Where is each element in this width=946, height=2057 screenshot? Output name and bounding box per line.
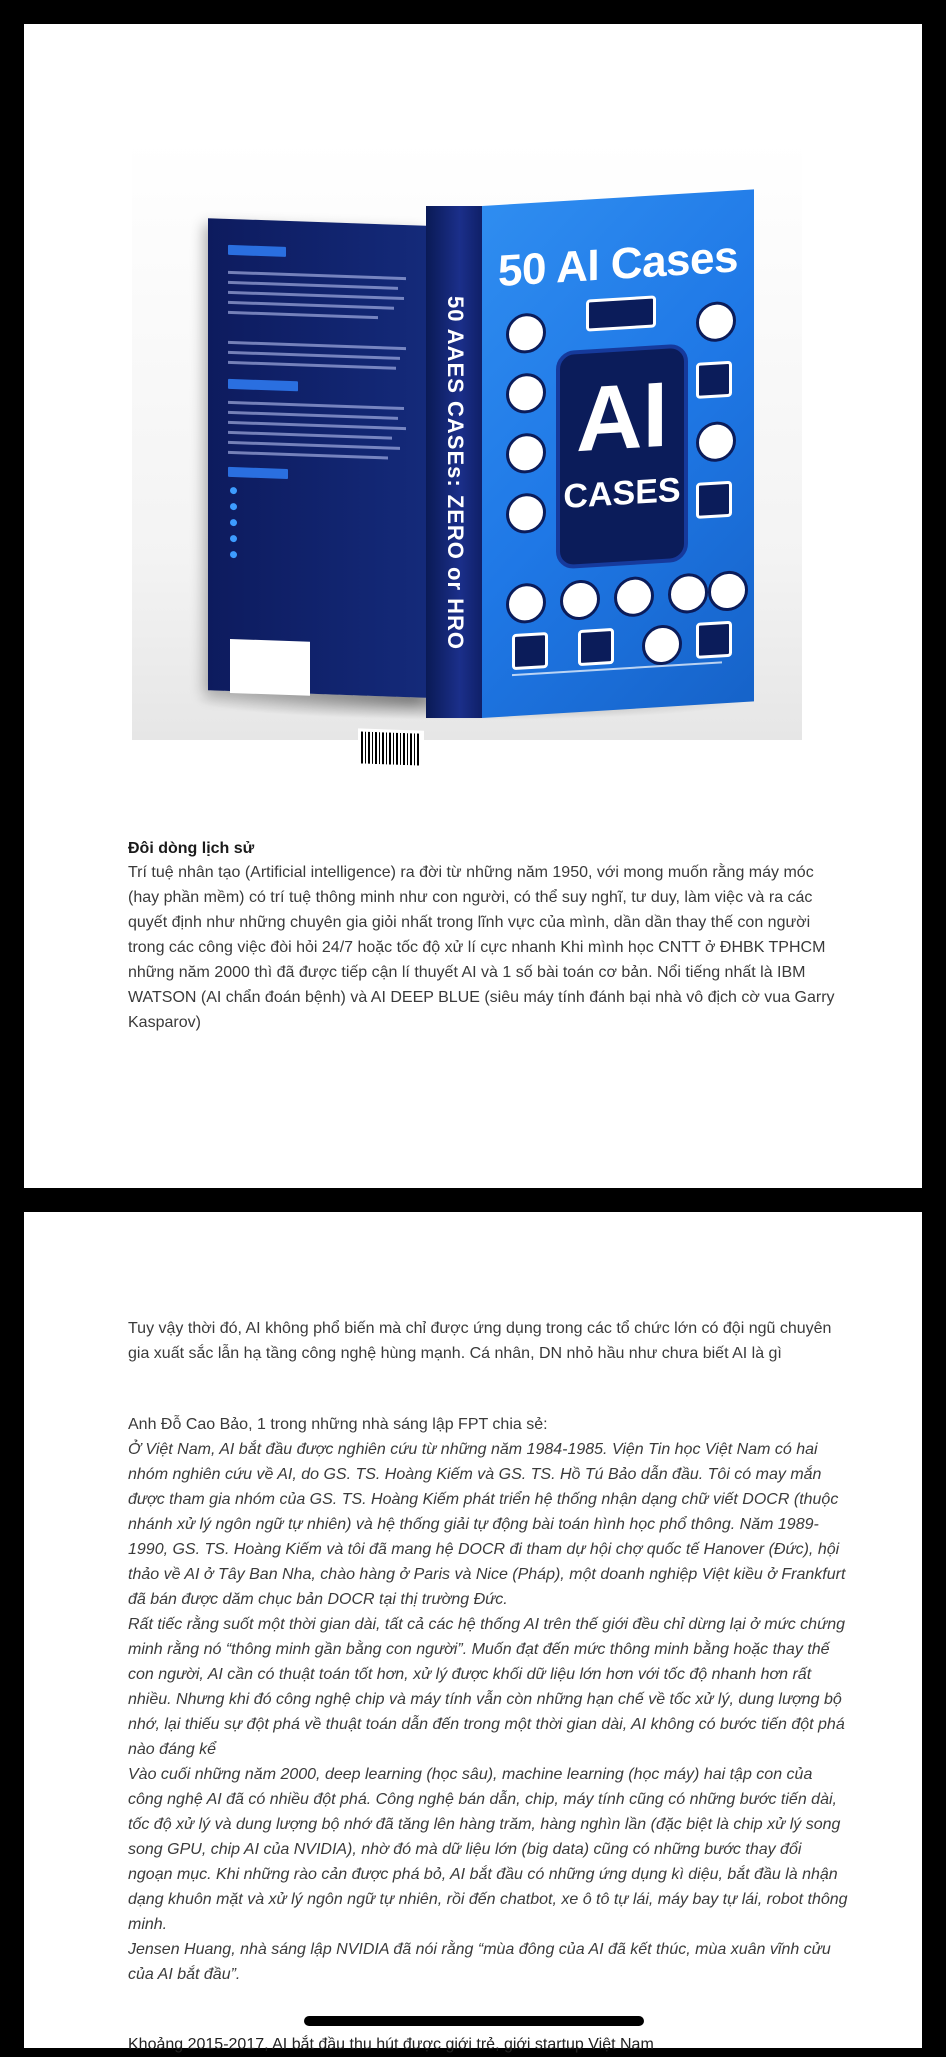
back-text-line bbox=[228, 441, 400, 450]
history-paragraph: Trí tuệ nhân tạo (Artificial intelligence) ra đời từ những năm 1950, với mong muốn rằng máy móc (hay phần mềm) có trí tuệ thông minh như con người, có thể suy nghĩ, tư duy, làm việc và ra các quyết định như những chuyên gia giỏi nhất trong lĩnh vực của mình, dần dần thay thế con người trong các công việc đòi hỏi 24/7 hoặc tốc độ xử lí cực nhanh Khi mình học CNTT ở ĐHBK TPHCM những năm 2000 thì đã được tiếp cận lí thuyết AI và 1 số bài toán cơ bản. Nổi tiếng nhất là IBM WATSON (AI chẩn đoán bệnh) và AI DEEP BLUE (siêu máy tính đánh bại nhà vô địch cờ vua Garry Kasparov) bbox=[128, 864, 835, 1031]
book-cover-image bbox=[132, 140, 802, 740]
cases-badge-text: CASES bbox=[563, 470, 681, 517]
screen-icon bbox=[578, 628, 614, 666]
quote-paragraph: Ở Việt Nam, AI bắt đầu được nghiên cứu từ những năm 1984-1985. Viện Tin học Việt Nam có hai nhóm nghiên cứu về AI, do GS. TS. Hoàng Kiếm và GS. TS. Hồ Tú Bảo dẫn đầu. Tôi có may mắn được tham gia nhóm của GS. TS. Hoàng Kiếm phát triển hệ thống nhận dạng chữ viết DOCR (thuộc nhánh xử lý ngôn ngữ tự nhiên) và hệ thống giải tự động bài toán hình học phổ thông. Năm 1989-1990, GS. TS. Hoàng Kiếm và tôi đã mang hệ DOCR đi tham dự hội chợ quốc tế Hanover (Đức), hội thảo về AI ở Tây Ban Nha, chào hàng ở Paris và Nice (Pháp), một doanh nghiệp Việt kiều ở Frankfurt đã bán được dăm chục bản DOCR tại thị trường Đức. Rất tiếc rằng suốt một thời gian dài, tất cả các hệ thống AI trên thế giới đều chỉ dừng lại ở mức chứng minh rằng nó “thông minh gần bằng con người”. Muốn đạt đến mức thông minh bằng hoặc thay thế con người, AI cần có thuật toán tốt hơn, xử lý được khối dữ liệu lớn hơn với tốc độ nhanh hơn rất nhiều. Nhưng khi đó công nghệ chip và máy tính vẫn còn những hạn chế về tốc xử lý, dung lượng bộ nhớ, lại thiếu sự đột phá về thuật toán dẫn đến trong một thời gian dài, AI không có bước tiến đột phá nào đáng kể Vào cuối những năm 2000, deep learning (học sâu), machine learning (học máy) hai tập con của công nghệ AI đã có nhiều đột phá. Công nghệ bán dẫn, chip, máy tính cũng có những bước tiến dài, tốc độ xử lý và dung lượng bộ nhớ đã tăng lên hàng trăm, hàng nghìn lần (đặc biệt là chip xử lý song song GPU, chip AI của NVIDIA), nhờ đó mà dữ liệu lớn (big data) cũng có những bước thay đổi ngoạn mục. Khi những rào cản được phá bỏ, AI bắt đầu có những ứng dụng kì diệu, bắt đầu là nhận dạng khuôn mặt và xử lý ngôn ngữ tự nhiên, rồi đến chatbot, xe ô tô tự lái, máy bay tự lái, robot thông minh. Jensen Huang, nhà sáng lập NVIDIA đã nói rằng “mùa đông của AI đã kết thúc, mùa xuân vĩnh cửu của AI bắt đầu”. bbox=[128, 1441, 848, 1983]
paragraph-quote-intro: Anh Đỗ Cao Bảo, 1 trong những nhà sáng lập FPT chia sẻ: bbox=[128, 1416, 548, 1433]
back-text-line bbox=[228, 411, 398, 420]
back-text-line bbox=[228, 291, 404, 300]
network-icon bbox=[642, 624, 682, 666]
back-text-line bbox=[228, 431, 392, 440]
section-heading: Đôi dòng lịch sử bbox=[128, 840, 255, 857]
gear-icon bbox=[506, 432, 546, 474]
spine-title: 50 AAES CASEs: ZERO or HRO bbox=[443, 296, 468, 651]
gear-icon bbox=[696, 420, 736, 462]
network-icon bbox=[506, 582, 546, 624]
front-cover-title: 50 AI Cases bbox=[498, 232, 738, 297]
robot-icon bbox=[668, 572, 708, 614]
book-front-cover bbox=[482, 189, 754, 718]
back-bullet bbox=[230, 519, 237, 526]
paragraph-startup: Khoảng 2015-2017, AI bắt đầu thu hút được giới trẻ, giới startup Việt Nam bbox=[128, 2036, 654, 2053]
back-bullet bbox=[230, 487, 237, 494]
document-page-1 bbox=[24, 24, 922, 1188]
person-icon bbox=[506, 372, 546, 414]
car-icon bbox=[586, 295, 656, 331]
book-spine bbox=[426, 206, 482, 718]
back-tag bbox=[228, 467, 288, 479]
robot-icon bbox=[560, 579, 600, 621]
back-text-line bbox=[228, 401, 404, 410]
back-text-line bbox=[228, 281, 398, 290]
phone-icon bbox=[696, 481, 732, 519]
home-indicator[interactable] bbox=[304, 2016, 644, 2026]
barcode bbox=[358, 728, 424, 768]
back-bullet bbox=[230, 535, 237, 542]
gear-icon bbox=[708, 570, 748, 612]
cloud-icon bbox=[696, 621, 732, 659]
back-text-line bbox=[228, 421, 406, 430]
robot-icon bbox=[506, 312, 546, 354]
ai-cases-badge bbox=[556, 343, 688, 569]
chart-icon bbox=[696, 361, 732, 399]
back-tag bbox=[228, 245, 286, 257]
book-back-cover bbox=[208, 218, 426, 698]
paragraph-ai-not-popular: Tuy vậy thời đó, AI không phổ biến mà chỉ được ứng dụng trong các tổ chức lớn có đội ngũ chuyên gia xuất sắc lẫn hạ tầng công nghệ hùng mạnh. Cá nhân, DN nhỏ hầu như chưa biết AI là gì bbox=[128, 1320, 832, 1362]
back-text-line bbox=[228, 451, 388, 460]
back-bullet bbox=[230, 551, 237, 558]
back-white-box bbox=[230, 639, 310, 696]
monitor-icon bbox=[512, 632, 548, 670]
robot-arm-icon bbox=[696, 300, 736, 342]
document-page-2 bbox=[24, 1212, 922, 2048]
ai-badge-text: AI bbox=[576, 363, 668, 472]
back-text-line bbox=[228, 351, 400, 360]
ai-chip-icon bbox=[614, 575, 654, 617]
back-tag bbox=[228, 379, 298, 391]
back-text-line bbox=[228, 311, 378, 319]
back-text-line bbox=[228, 271, 406, 280]
back-text-line bbox=[228, 301, 394, 310]
back-bullet bbox=[230, 503, 237, 510]
back-text-line bbox=[228, 341, 406, 350]
assistant-icon bbox=[506, 492, 546, 534]
back-text-line bbox=[228, 361, 396, 370]
